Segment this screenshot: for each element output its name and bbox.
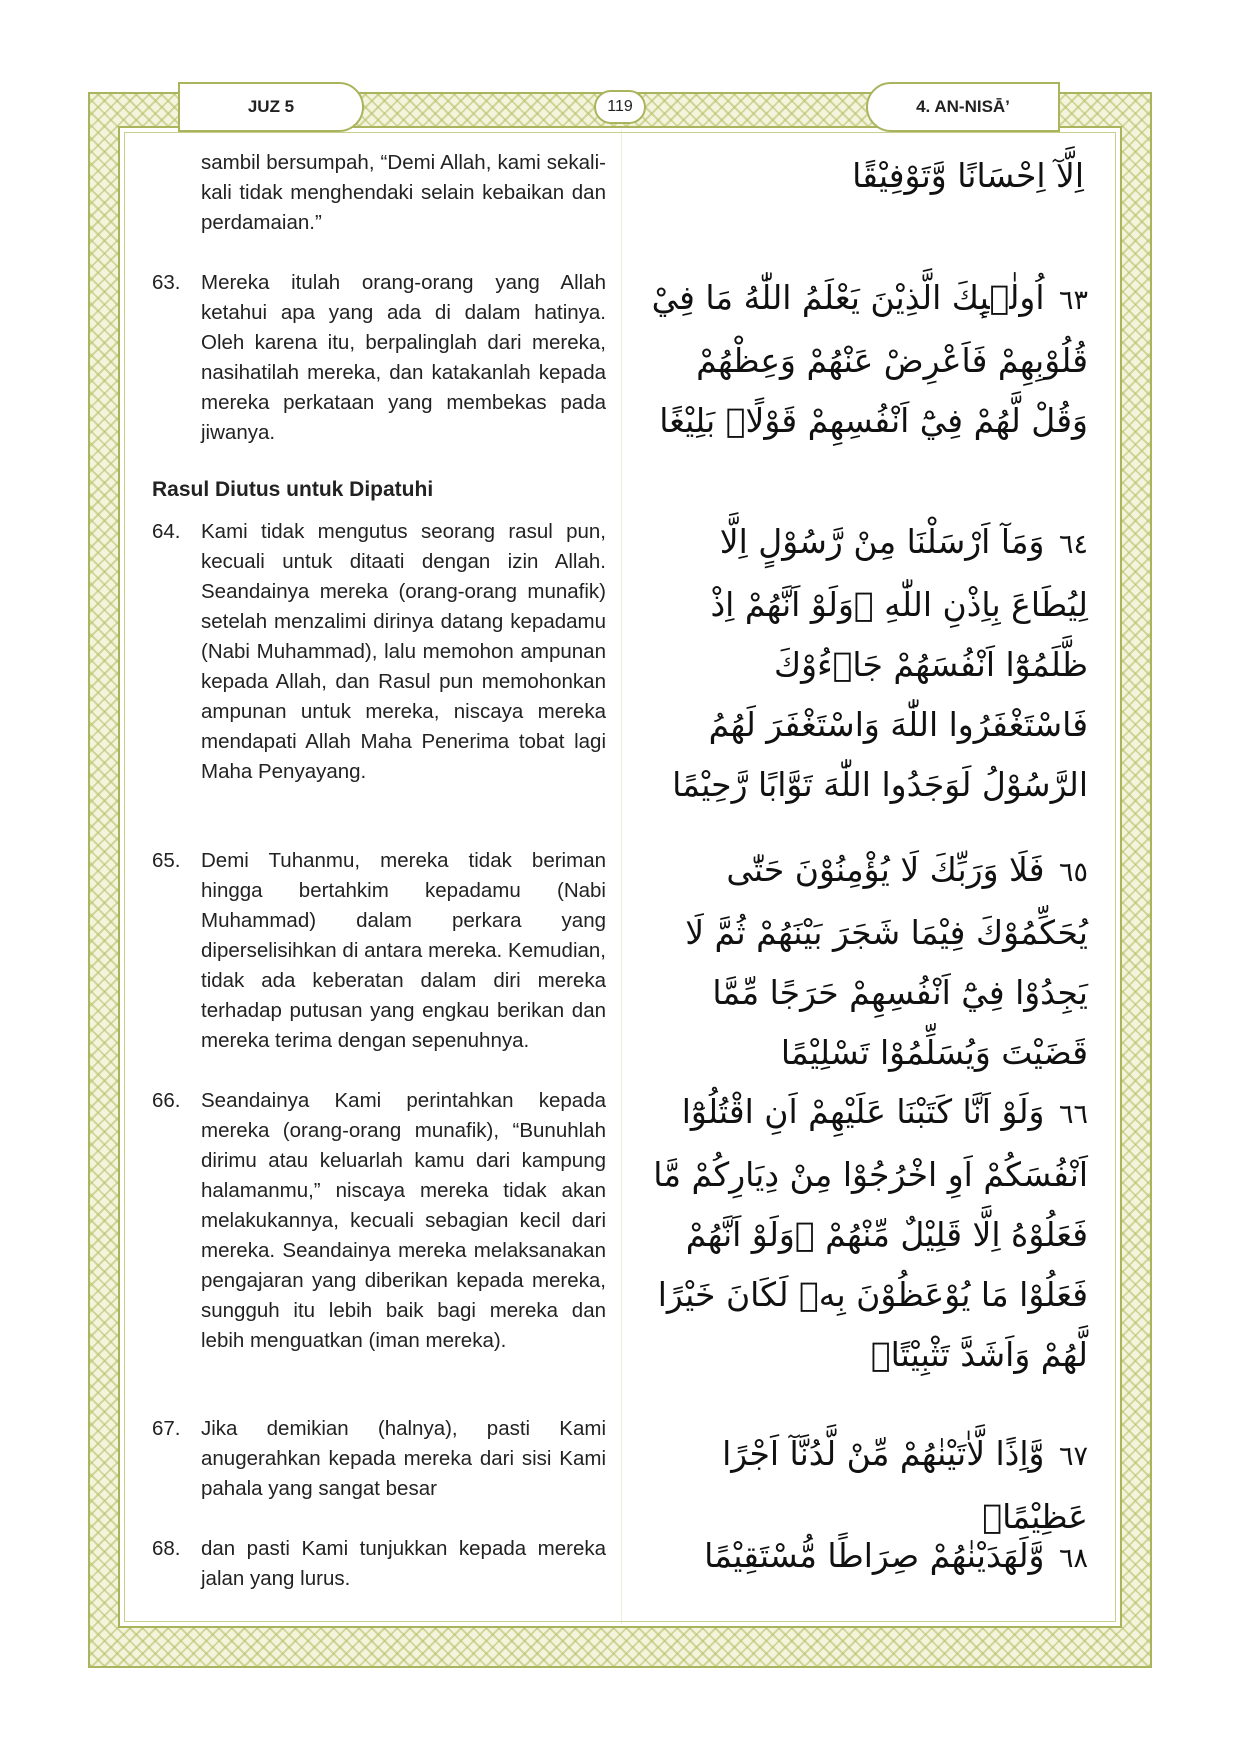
verse-translation: dan pasti Kami tunjukkan kepada mereka jalan yang lurus. [201,1537,606,1590]
translation-verse-64 [152,517,606,787]
verse-translation: Seandainya Kami perintahkan kepada mereka (orang-orang munafik), “Bunuhlah dirimu atau keluarlah kamu dari kampung halamanmu,” niscaya mereka tidak akan melakukannya, kecuali sebagian kecil dari mereka. Seandainya mereka melaksanakan pengajaran yang diberikan kepada mereka, sungguh itu lebih baik bagi mereka dan lebih menguatkan (iman mereka). [201,1089,606,1352]
verse-translation: Demi Tuhanmu, mereka tidak beriman hingga bertahkim kepadamu (Nabi Muhammad) dalam perkara yang diperselisihkan di antara mereka. Kemudian, tidak ada keberatan dalam diri mereka terhadap putusan yang engkau berikan dan mereka terima dengan sepenuhnya. [201,849,606,1052]
verse-translation: sambil bersumpah, “Demi Allah, kami sekali-kali tidak menghendaki selain kebaikan dan perdamaian.” [201,151,606,234]
surah-label: 4. AN-NISĀ’ [866,82,1060,132]
page-number: 119 [594,90,646,124]
juz-label: JUZ 5 [178,82,364,132]
arabic-verse-text: اُولٰۤىِٕكَ الَّذِيْنَ يَعْلَمُ اللّٰهُ مَا فِيْ قُلُوْبِهِمْ فَاَعْرِضْ عَنْهُمْ وَعِظْهُمْ وَقُلْ لَّهُمْ فِيْٓ اَنْفُسِهِمْ قَوْلًاۢ بَلِيْغًا [651,278,1088,440]
verse-translation: Jika demikian (halnya), pasti Kami anugerahkan kepada mereka dari sisi Kami pahala yang sangat besar [201,1417,606,1500]
arabic-verse-65 [638,840,1088,1083]
arabic-verse-text: وَّاِذًا لَّاٰتَيْنٰهُمْ مِّنْ لَّدُنَّآ اَجْرًا عَظِيْمًاۙ [722,1434,1088,1536]
arabic-verse-text: وَلَوْ اَنَّا كَتَبْنَا عَلَيْهِمْ اَنِ اقْتُلُوْٓا اَنْفُسَكُمْ اَوِ اخْرُجُوْا مِنْ دِيَارِكُمْ مَّا فَعَلُوْهُ اِلَّا قَلِيْلٌ مِّنْهُمْ ۗوَلَوْ اَنَّهُمْ فَعَلُوْا مَا يُوْعَظُوْنَ بِهٖ لَكَانَ خَيْرًا لَّهُمْ وَاَشَدَّ تَثْبِيْتًاۙ [653,1092,1088,1374]
verse-number: 63. [152,271,181,294]
arabic-verse-text: وَمَآ اَرْسَلْنَا مِنْ رَّسُوْلٍ اِلَّا لِيُطَاعَ بِاِذْنِ اللّٰهِ ۗوَلَوْ اَنَّهُمْ اِذْ ظَّلَمُوْٓا اَنْفُسَهُمْ جَاۤءُوْكَ فَاسْتَغْفَرُوا اللّٰهَ وَاسْتَغْفَرَ لَهُمُ الرَّسُوْلُ لَوَجَدُوا اللّٰهَ تَوَّابًا رَّحِيْمًا [672,522,1088,804]
arabic-verse-64 [638,512,1088,815]
arabic-verse-text: فَلَا وَرَبِّكَ لَا يُؤْمِنُوْنَ حَتّٰى يُحَكِّمُوْكَ فِيْمَا شَجَرَ بَيْنَهُمْ ثُمَّ لَا يَجِدُوْا فِيْٓ اَنْفُسِهِمْ حَرَجًا مِّمَّا قَضَيْتَ وَيُسَلِّمُوْا تَسْلِيْمًا [685,850,1088,1072]
translation-verse-67 [152,1414,606,1504]
arabic-verse-number: ٦٧ [1058,1441,1088,1472]
translation-verse-66 [152,1086,606,1356]
arabic-verse-number: ٦٣ [1058,285,1088,316]
arabic-verse-number: ٦٥ [1058,857,1088,888]
verse-number: 68. [152,1537,181,1560]
arabic-verse-63 [638,268,1088,451]
column-divider [621,130,622,1624]
translation-verse-68 [152,1534,606,1594]
arabic-verse-number: ٦٤ [1058,529,1088,560]
verse-number: 66. [152,1089,181,1112]
verse-number: 65. [152,849,181,872]
section-title: Rasul Diutus untuk Dipatuhi [152,478,434,501]
arabic-verse-text: وَّلَهَدَيْنٰهُمْ صِرَاطًا مُّسْتَقِيْمًا [704,1536,1045,1575]
verse-translation: Mereka itulah orang-orang yang Allah ketahui apa yang ada di dalam hatinya. Oleh karena itu, berpalinglah dari mereka, nasihatilah mereka, dan katakanlah kepada mereka perkataan yang membekas pada jiwanya. [201,271,606,444]
arabic-verse-68 [638,1526,1088,1589]
verse-number: 67. [152,1417,181,1440]
arabic-verse-number: ٦٨ [1058,1543,1088,1574]
translation-verse-63 [152,268,606,448]
translation-continuation [152,148,606,238]
arabic-verse-66 [638,1082,1088,1385]
verse-number: 64. [152,520,181,543]
arabic-continuation [638,146,1088,209]
verse-translation: Kami tidak mengutus seorang rasul pun, kecuali untuk ditaati dengan izin Allah. Seandainya mereka (orang-orang munafik) setelah menzalimi dirinya datang kepadamu (Nabi Muhammad), lalu memohon ampunan kepada Allah, dan Rasul pun memohonkan ampunan untuk mereka, niscaya mereka mendapati Allah Maha Penerima tobat lagi Maha Penyayang. [201,520,606,783]
arabic-verse-number: ٦٦ [1058,1099,1088,1130]
arabic-verse-text: اِلَّآ اِحْسَانًا وَّتَوْفِيْقًا [852,156,1084,195]
translation-verse-65 [152,846,606,1056]
